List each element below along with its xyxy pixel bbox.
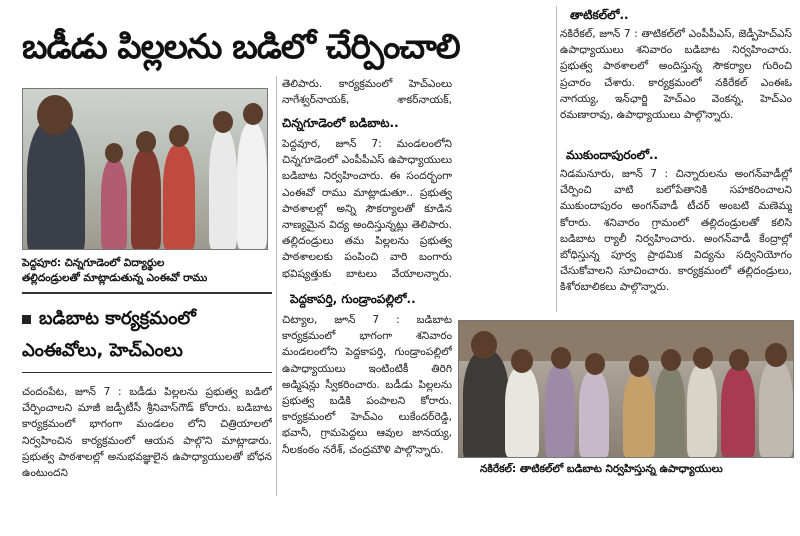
col3-subhead-2: ముకుందాపురంలో.. bbox=[566, 148, 659, 162]
headline: బడీడు పిల్లలను బడిలో చేర్పించాలి bbox=[22, 27, 460, 67]
photo1-caption-line: తల్లిదండ్రులతో మాట్లాడుతున్న ఎంఈవో రాము bbox=[22, 272, 208, 284]
column-divider bbox=[556, 6, 557, 312]
col3-article-1: నకిరేకల్, జూన్ 7 : తాటికల్‌లో ఎంపీపీఎస్, జెడ్పీహెచ్ఎస్ ఉపాధ్యాయులు శనివారం బడిబాట నిర్వహించారు. ప్రభుత్వ పాఠశాలలో అందిస్తున్న సౌకర్యాల గురించి ప్రచారం చేశారు. కార్యక్రమంలో నకిరేకల్ ఎంఈఓ నాగయ్య, ఇన్‌ఛార్జి హెచ్ఎం వెంకన్న, హెచ్ఎం రమణారావు, ఉపాధ్యాయులు పాల్గొన్నారు. bbox=[560, 28, 792, 122]
bullet-square bbox=[22, 315, 31, 324]
col3-article-2: నిడమనూరు, జూన్ 7 : చిన్నారులను అంగన్‌వాడీల్లో చేర్పించి వాటి బలోపేతానికి సహకరించాలని ముకుందాపురం అంగన్‌వాడీ టీచర్ అంబటి మణెమ్మ కోరారు. శనివారం గ్రామంలో తల్లిదండ్రులతో కలిసి బడిబాట ర్యాలీ నిర్వహించారు. అంగన్‌వాడీ కేంద్రాల్లో బోధిస్తున్న పూర్వ ప్రాథమిక విద్యను సద్వినియోగం చేసుకోవాలని సూచించారు. కార్యక్రమంలో తల్లిదండ్రులు, కిశోరబాలికలు పాల్గొన్నారు. bbox=[560, 168, 792, 294]
photo1-caption bbox=[22, 256, 272, 286]
divider bbox=[22, 372, 272, 373]
col1-article: చందంపేట, జూన్ 7 : బడీడు పిల్లలను ప్రభుత్వ బడిలో చేర్పించాలని మాజీ జడ్పీటీసీ శ్రీనివాస్‌గౌడ్ కోరారు. బడిబాట కార్యక్రమంలో భాగంగా మండలం లోని చిత్రియాలలో నిర్వహించిన కార్యక్రమంలో ఆయన పాల్గొని మాట్లాడారు. ప్రభుత్వ పాఠశాలల్లో అనుభవజ్ఞులైన ఉపాధ్యాయులతో బోధన ఉంటుందని bbox=[22, 386, 272, 480]
col2-subhead-1: చిన్నగూడెంలో బడిబాట.. bbox=[282, 116, 399, 130]
col2-article-1: పెద్దవూర, జూన్ 7: మండలంలోని చిన్నగూడెంలో ఎంపీపీఎస్ ఉపాధ్యాయులు బడిబాట నిర్వహించారు. ఈ సందర్భంగా ఎంఈవో రాము మాట్లాడుతూ.. ప్రభుత్వ పాఠశాలల్లో అన్ని సౌకర్యాలతో కూడిన నాణ్యమైన విద్య అందిస్తున్నట్లు తెలిపారు. తల్లిదండ్రులు తమ పిల్లలను ప్రభుత్వ పాఠశాలలకు పంపించి వారి బంగారు భవిష్యత్తుకు బాటలు వేయాలన్నారు. bbox=[282, 138, 452, 280]
photo-chinnagudem bbox=[22, 88, 268, 250]
col3-subhead-1: తాటికల్‌లో.. bbox=[570, 8, 629, 22]
column-divider bbox=[276, 76, 277, 496]
section-head-line: బడిబాట కార్యక్రమంలో bbox=[39, 308, 196, 329]
photo-tatikal bbox=[458, 320, 794, 458]
col2-article-2: చిట్యాల, జూన్ 7 : బడిబాట కార్యక్రమంలో భాగంగా శనివారం మండలంలోని పెద్దకాపర్తి, గుండ్రాంపల్లిలో ఉపాధ్యాయులు ఇంటింటికీ తిరిగి అడ్మిషన్లు స్వీకరించారు. బడీడు పిల్లలను ప్రభుత్వ బడికి పంపాలని కోరారు. కార్యక్రమంలో హెచ్ఎం లుకేందర్‌రెడ్డి, భవానీ, గ్రామపెద్దలు ఆవుల జానయ్య, నీలకంఠం నరేశ్, చంద్రమౌళి పాల్గొన్నారు. bbox=[282, 314, 452, 456]
divider bbox=[22, 292, 272, 294]
col2-intro: తెలిపారు. కార్యక్రమంలో హెచ్ఎంలు నాగేశ్వర్‌నాయక్, శాకర్‌నాయక్, bbox=[282, 78, 452, 107]
section-head-line: ఎంఈవోలు, హెచ్ఎంలు bbox=[22, 340, 183, 361]
photo2-caption: నకిరేకల్: తాటికల్‌లో బడిబాట నిర్వహిస్తున్న ఉపాధ్యాయులు bbox=[480, 463, 723, 475]
photo1-caption-line: పెద్దపూర: చిన్నగూడెంలో విద్యార్థుల bbox=[22, 257, 165, 269]
section-head bbox=[22, 304, 272, 366]
col2-subhead-2: పెద్దకాపర్తి, గుండ్రాంపల్లిలో.. bbox=[290, 292, 416, 306]
